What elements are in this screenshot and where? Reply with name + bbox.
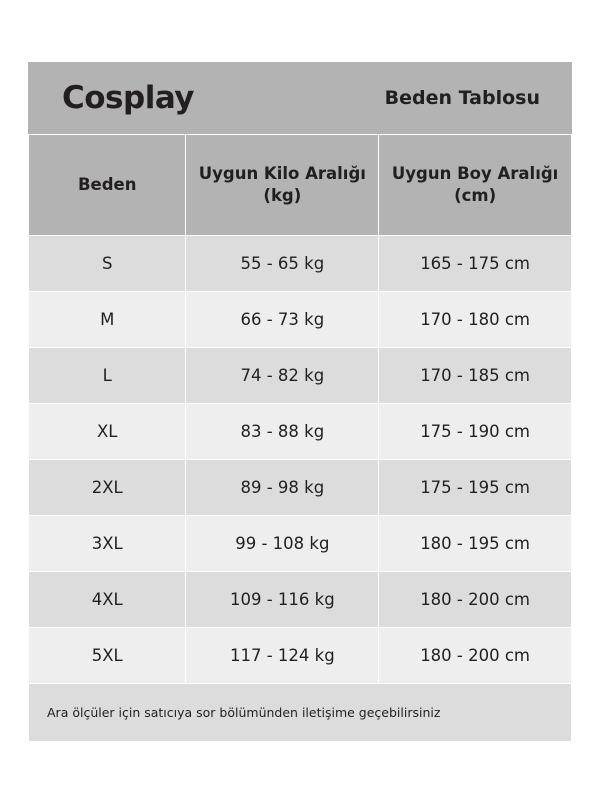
cell-kilo: 66 - 73 kg (186, 292, 379, 348)
page-title: Beden Tablosu (384, 87, 540, 109)
column-header-beden: Beden (29, 135, 186, 236)
cell-kilo: 89 - 98 kg (186, 460, 379, 516)
cell-kilo: 117 - 124 kg (186, 628, 379, 684)
column-unit-boy: (cm) (454, 186, 497, 205)
table-row (29, 292, 572, 348)
table-row (29, 236, 572, 292)
brand-logo: Cosplay (62, 79, 194, 116)
table-row (29, 404, 572, 460)
cell-beden: L (29, 348, 186, 404)
cell-kilo: 74 - 82 kg (186, 348, 379, 404)
cell-kilo: 109 - 116 kg (186, 572, 379, 628)
table-row (29, 628, 572, 684)
column-header-kilo: Uygun Kilo Aralığı (kg) (186, 135, 379, 236)
table-row (29, 572, 572, 628)
cell-kilo: 83 - 88 kg (186, 404, 379, 460)
cell-beden: M (29, 292, 186, 348)
cell-boy: 175 - 190 cm (379, 404, 572, 460)
table-body (29, 236, 572, 684)
cell-boy: 180 - 200 cm (379, 628, 572, 684)
table-header-row (29, 135, 572, 236)
column-header-boy: Uygun Boy Aralığı (cm) (379, 135, 572, 236)
table-row (29, 348, 572, 404)
footer-note: Ara ölçüler için satıcıya sor bölümünden iletişime geçebilirsiniz (28, 684, 572, 742)
cell-boy: 180 - 200 cm (379, 572, 572, 628)
column-unit-kilo: (kg) (263, 186, 302, 205)
cell-kilo: 99 - 108 kg (186, 516, 379, 572)
cell-beden: 2XL (29, 460, 186, 516)
cell-boy: 180 - 195 cm (379, 516, 572, 572)
chart-header (28, 62, 572, 134)
cell-boy: 170 - 185 cm (379, 348, 572, 404)
cell-kilo: 55 - 65 kg (186, 236, 379, 292)
cell-beden: XL (29, 404, 186, 460)
size-table (28, 134, 572, 684)
table-row (29, 516, 572, 572)
cell-boy: 175 - 195 cm (379, 460, 572, 516)
cell-boy: 165 - 175 cm (379, 236, 572, 292)
cell-beden: 4XL (29, 572, 186, 628)
table-row (29, 460, 572, 516)
cell-beden: 5XL (29, 628, 186, 684)
cell-beden: S (29, 236, 186, 292)
cell-beden: 3XL (29, 516, 186, 572)
cell-boy: 170 - 180 cm (379, 292, 572, 348)
